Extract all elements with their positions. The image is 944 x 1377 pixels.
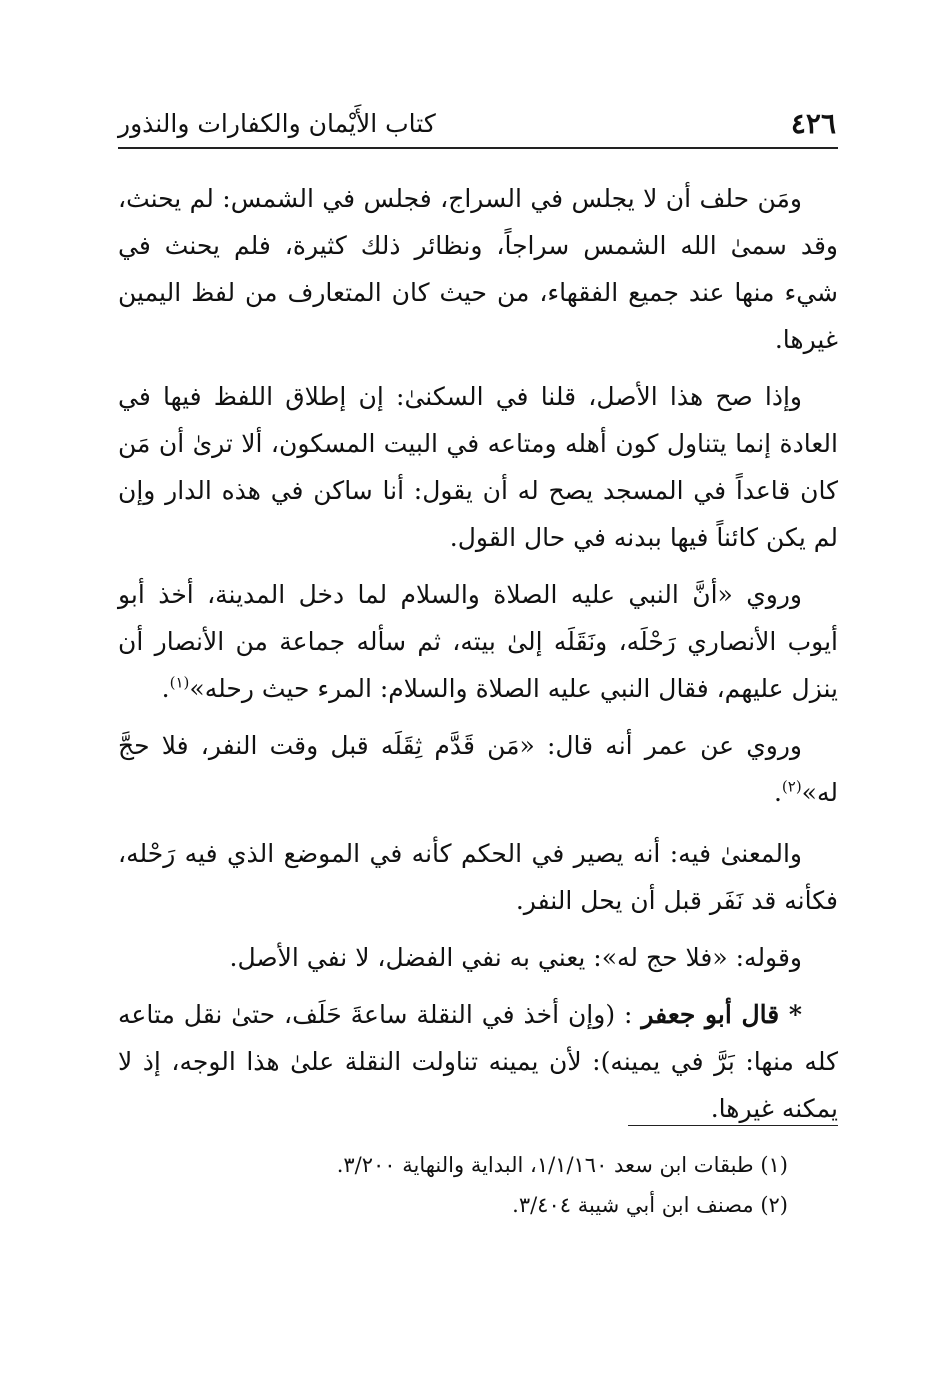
paragraph-7-lead: * قال أبو جعفر <box>641 1000 802 1029</box>
paragraph-7-rest: : (وإن أخذ في النقلة ساعةَ حَلَف، حتىٰ نقل متاعه كله منها: بَرَّ في يمينه): لأن يمينه تناولت النقلة علىٰ هذا الوجه، إذ لا يمكنه غيرها. <box>118 1000 838 1123</box>
paragraph-5: والمعنىٰ فيه: أنه يصير في الحكم كأنه في الموضع الذي فيه رَحْله، فكأنه قد نَفَر قبل أن يحل النفر. <box>118 839 838 915</box>
paragraph-2: وإذا صح هذا الأصل، قلنا في السكنىٰ: إن إطلاق اللفظ فيها في العادة إنما يتناول كون أهله ومتاعه في البيت المسكون، ألا ترىٰ أن مَن كان قاعداً في المسجد يصح له أن يقول: أنا ساكن في هذه الدار وإن لم يكن كائناً فيها ببدنه في حال القول. <box>118 382 838 552</box>
footnote-ref-1[interactable]: (١) <box>169 673 190 692</box>
footnote-1: (١) طبقات ابن سعد ١/١/١٦٠، البداية والنهاية ٣/٢٠٠. <box>336 1153 788 1177</box>
running-title: كتاب الأَيْمان والكفارات والنذور <box>118 109 436 138</box>
footnote-2: (٢) مصنف ابن أبي شيبة ٣/٤٠٤. <box>512 1193 788 1217</box>
footnotes <box>118 1145 838 1225</box>
main-text <box>118 175 838 1142</box>
footnote-ref-2[interactable]: (٢) <box>781 777 802 796</box>
paragraph-3-end: . <box>161 674 170 703</box>
paragraph-6: وقوله: «فلا حج له»: يعني به نفي الفضل، لا نفي الأصل. <box>229 943 802 972</box>
paragraph-7 <box>118 991 838 1132</box>
paragraph-4-end: . <box>773 778 782 807</box>
page-number: ٤٢٦ <box>790 107 836 140</box>
header-divider <box>118 147 838 149</box>
paragraph-3 <box>118 571 838 712</box>
paragraph-3-text: وروي «أنَّ النبي عليه الصلاة والسلام لما دخل المدينة، أخذ أبو أيوب الأنصاري رَحْلَه، ونَقَلَه إلىٰ بيته، ثم سأله جماعة من الأنصار أن ينزل عليهم، فقال النبي عليه الصلاة والسلام: المرء حيث رحله» <box>118 580 838 703</box>
footnote-divider <box>628 1125 838 1126</box>
paragraph-4 <box>118 722 838 816</box>
page-header <box>118 104 838 144</box>
paragraph-1: ومَن حلف أن لا يجلس في السراج، فجلس في الشمس: لم يحنث، وقد سمىٰ الله الشمس سراجاً، ونظائر ذلك كثيرة، فلم يحنث في شيء منها عند جميع الفقهاء، من حيث كان المتعارف من لفظ اليمين غيرها. <box>118 184 838 354</box>
paragraph-4-text: وروي عن عمر أنه قال: «مَن قَدَّم ثِقَلَه قبل وقت النفر، فلا حجَّ له» <box>118 731 838 807</box>
